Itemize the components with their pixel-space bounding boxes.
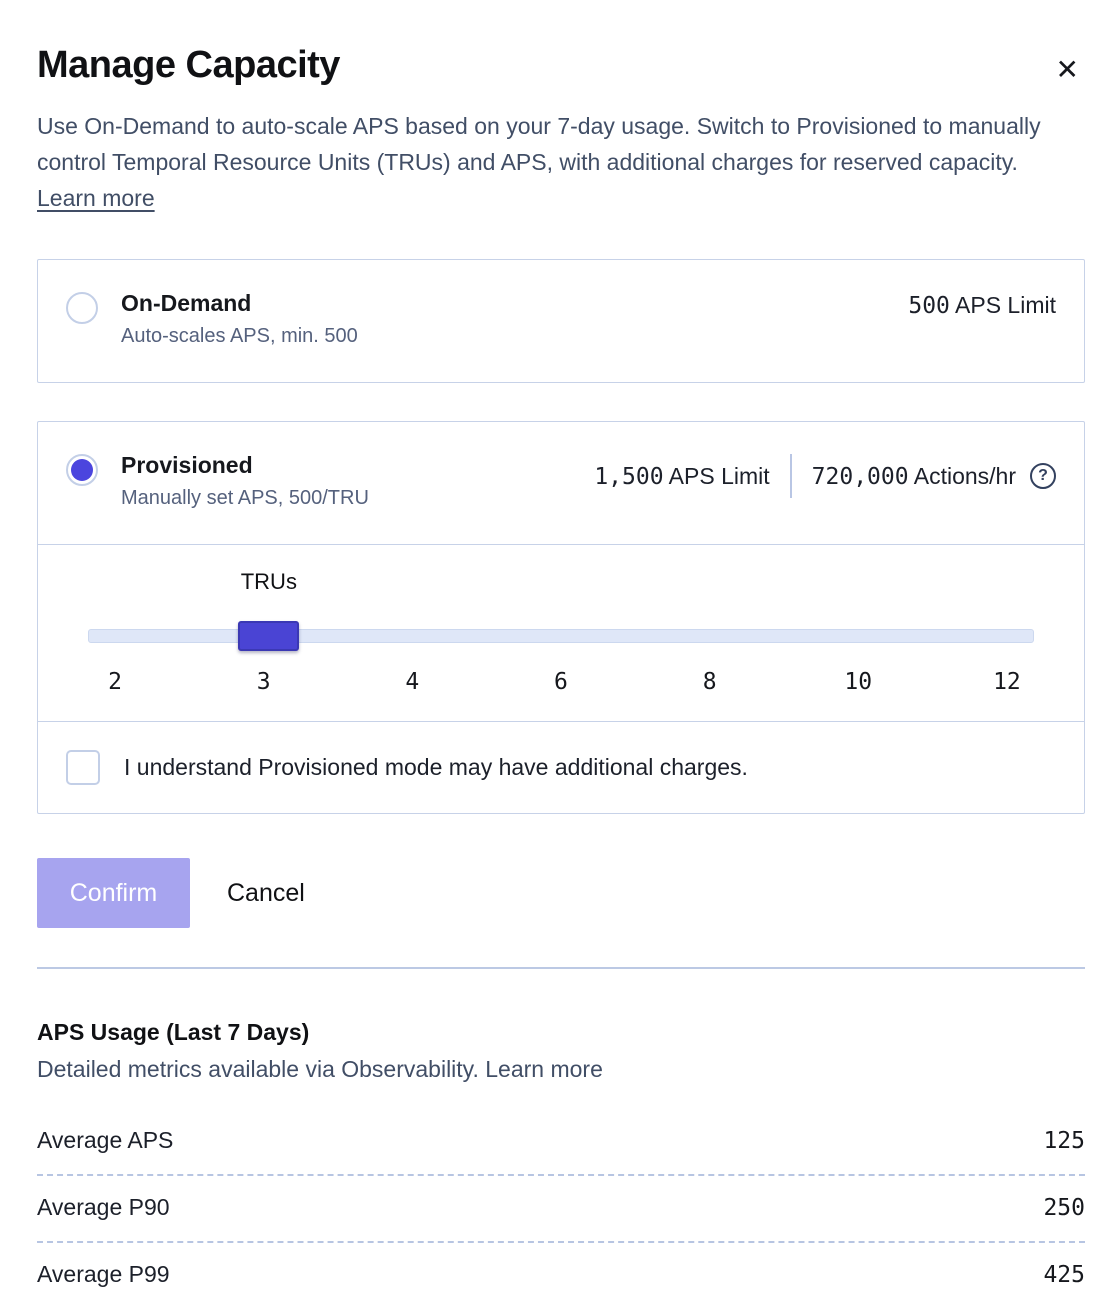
tick-label: 6 xyxy=(554,669,568,695)
usage-row-label: Average P90 xyxy=(37,1194,170,1220)
provisioned-option-row xyxy=(38,422,1084,544)
usage-row-label: Average APS xyxy=(37,1127,174,1153)
provisioned-title: Provisioned xyxy=(121,452,253,478)
tick-label: 4 xyxy=(405,669,420,695)
tru-slider xyxy=(88,621,1034,651)
tru-slider-handle[interactable] xyxy=(238,621,299,651)
tru-slider-label: TRUs xyxy=(240,569,297,594)
action-buttons xyxy=(37,858,1085,928)
tick-label: 10 xyxy=(844,669,873,695)
usage-subheading xyxy=(37,1056,1085,1083)
confirm-button[interactable]: Confirm xyxy=(37,858,190,928)
on-demand-title: On-Demand xyxy=(121,290,252,316)
on-demand-card xyxy=(37,259,1085,383)
dialog-description xyxy=(37,108,1082,216)
close-icon[interactable]: ✕ xyxy=(1050,48,1085,92)
usage-table xyxy=(37,1109,1085,1308)
provisioned-aps-value: 1,500 xyxy=(594,463,664,490)
on-demand-subtitle: Auto-scales APS, min. 500 xyxy=(121,325,358,347)
on-demand-aps-limit xyxy=(908,292,1056,319)
cancel-button[interactable]: Cancel xyxy=(227,878,305,907)
tru-slider-track[interactable] xyxy=(88,629,1034,643)
table-row xyxy=(37,1174,1085,1241)
provisioned-aps-label: APS Limit xyxy=(663,462,770,489)
learn-more-link[interactable]: Learn more xyxy=(37,185,155,211)
provisioned-card xyxy=(37,421,1085,814)
usage-row-value: 250 xyxy=(1043,1194,1085,1221)
page-title: Manage Capacity xyxy=(37,44,340,86)
usage-row-label: Average P99 xyxy=(37,1261,170,1287)
dialog-header xyxy=(37,44,1085,92)
usage-row-value: 125 xyxy=(1043,1127,1085,1154)
tick-label: 8 xyxy=(702,669,717,695)
tick-label: 2 xyxy=(108,669,122,695)
usage-heading: APS Usage (Last 7 Days) xyxy=(37,1019,310,1045)
usage-row-value: 425 xyxy=(1043,1261,1085,1288)
provisioned-text xyxy=(121,452,594,510)
usage-subheading-text: Detailed metrics available via Observability. xyxy=(37,1056,486,1082)
on-demand-text xyxy=(121,290,908,348)
acknowledge-row xyxy=(38,721,1084,813)
on-demand-stats xyxy=(908,292,1056,319)
provisioned-actions-rate xyxy=(812,463,1016,490)
dialog-description-text: Use On-Demand to auto-scale APS based on your 7-day usage. Switch to Provisioned to manually control Temporal Resource Units (TRUs) and APS, with additional charges for reserved capacity. xyxy=(37,113,1041,175)
on-demand-radio[interactable] xyxy=(66,292,98,324)
provisioned-radio[interactable] xyxy=(66,454,98,486)
section-divider xyxy=(37,967,1085,969)
provisioned-stats xyxy=(594,454,1056,498)
tru-slider-section xyxy=(38,544,1084,721)
acknowledge-label: I understand Provisioned mode may have additional charges. xyxy=(124,754,748,780)
provisioned-actions-label: Actions/hr xyxy=(908,462,1016,489)
provisioned-aps-limit xyxy=(594,463,769,490)
help-icon[interactable]: ? xyxy=(1030,463,1056,489)
on-demand-aps-label: APS Limit xyxy=(949,292,1056,318)
provisioned-actions-value: 720,000 xyxy=(811,463,909,490)
table-row xyxy=(37,1241,1085,1308)
acknowledge-checkbox[interactable] xyxy=(66,750,100,785)
table-row xyxy=(37,1109,1085,1174)
on-demand-aps-value: 500 xyxy=(908,293,950,319)
usage-learn-more-link[interactable]: Learn more xyxy=(485,1056,603,1082)
tru-slider-ticks xyxy=(88,669,1034,695)
provisioned-subtitle: Manually set APS, 500/TRU xyxy=(121,487,369,509)
tick-label: 3 xyxy=(256,669,271,695)
tick-label: 12 xyxy=(993,669,1021,695)
stats-vertical-divider xyxy=(790,454,792,498)
on-demand-option-row xyxy=(38,260,1084,382)
